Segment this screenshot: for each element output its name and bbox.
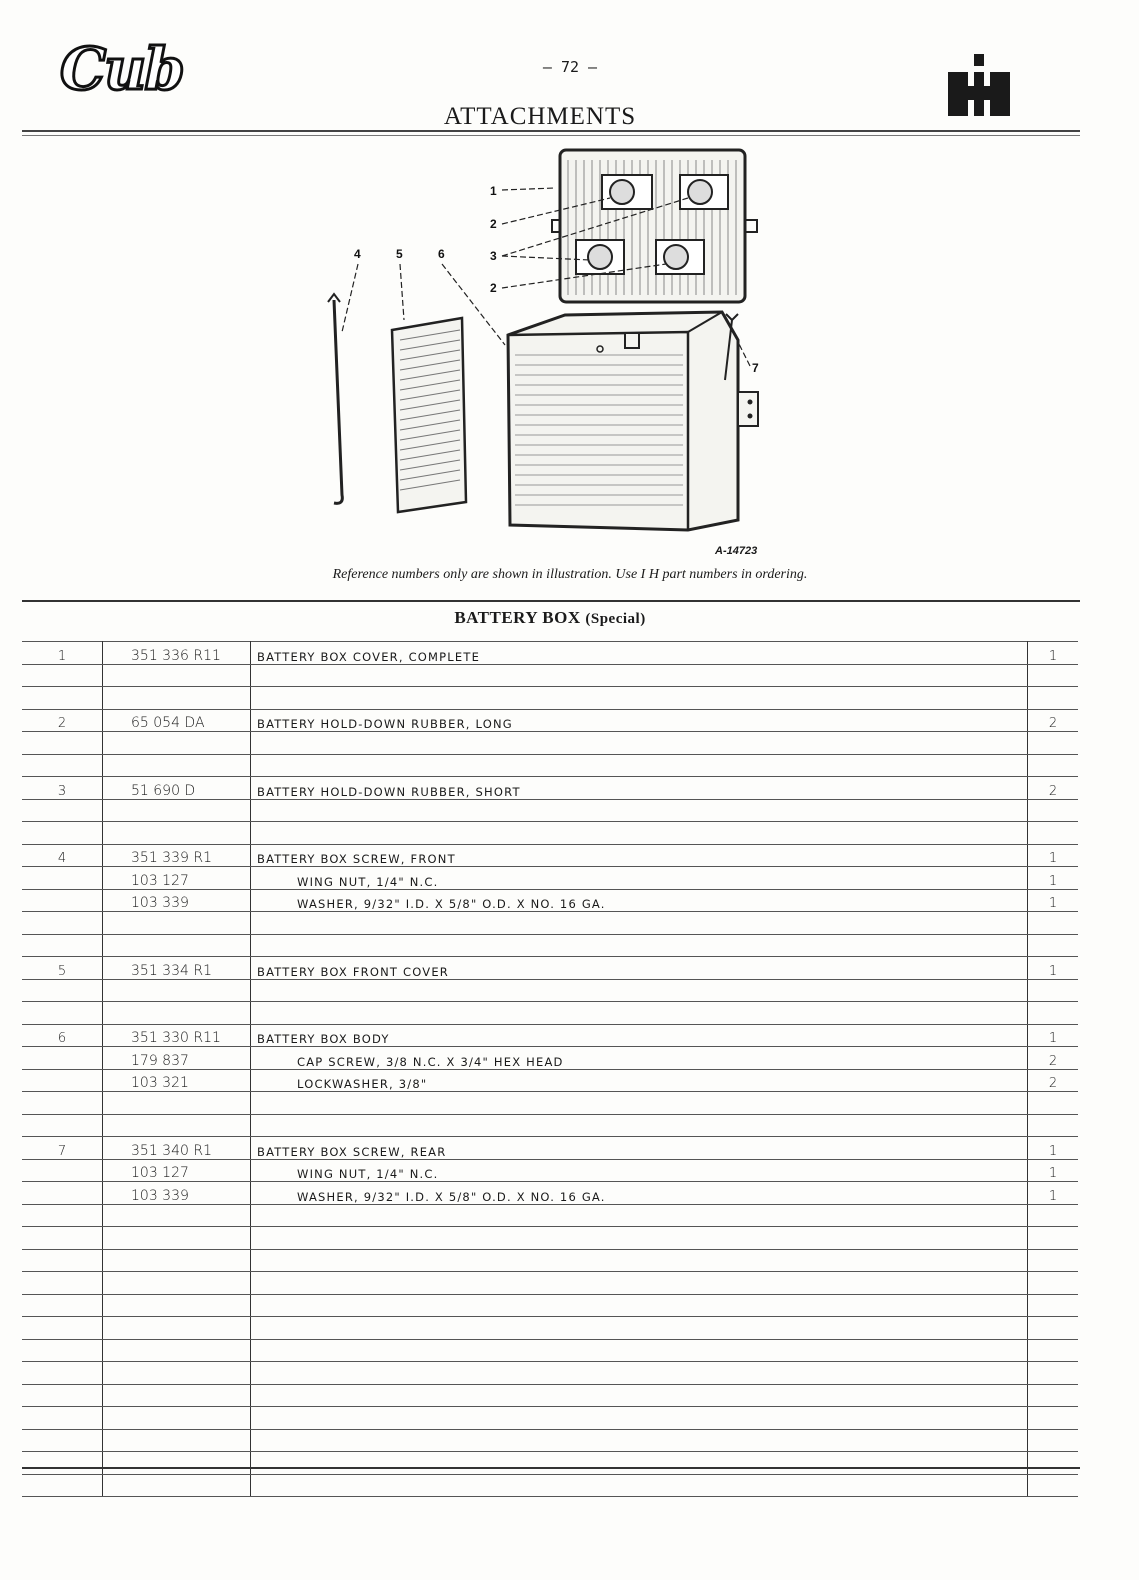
ref-number-cell <box>22 1294 103 1317</box>
quantity-cell: 1 <box>1028 642 1079 665</box>
ref-number-cell <box>22 1429 103 1452</box>
description-cell <box>251 1114 1028 1137</box>
parts-row <box>22 912 1078 935</box>
part-number-cell: 65 054 DA <box>103 709 251 732</box>
part-number-cell <box>103 1474 251 1497</box>
description-cell: BATTERY BOX SCREW, REAR <box>251 1137 1028 1160</box>
part-number-cell: 351 330 R11 <box>103 1024 251 1047</box>
description-cell: BATTERY HOLD-DOWN RUBBER, LONG <box>251 709 1028 732</box>
description-cell <box>251 1474 1028 1497</box>
part-number-cell <box>103 1362 251 1385</box>
parts-row <box>22 957 1078 980</box>
parts-row <box>22 934 1078 957</box>
svg-text:7: 7 <box>752 361 759 375</box>
section-rule <box>22 600 1080 602</box>
parts-row <box>22 1002 1078 1025</box>
part-number-cell <box>103 1429 251 1452</box>
parts-row <box>22 1474 1078 1497</box>
quantity-cell: 1 <box>1028 844 1079 867</box>
svg-text:3: 3 <box>490 249 497 263</box>
ref-number-cell: 3 <box>22 777 103 800</box>
parts-row <box>22 889 1078 912</box>
description-cell: WING NUT, 1/4" N.C. <box>251 867 1028 890</box>
parts-row <box>22 979 1078 1002</box>
parts-row <box>22 754 1078 777</box>
description-cell: WING NUT, 1/4" N.C. <box>251 1159 1028 1182</box>
parts-row <box>22 1407 1078 1430</box>
parts-row <box>22 1362 1078 1385</box>
part-number-cell <box>103 1452 251 1475</box>
ref-number-cell <box>22 1204 103 1227</box>
svg-text:5: 5 <box>396 247 403 261</box>
description-cell <box>251 1204 1028 1227</box>
quantity-cell: 1 <box>1028 1024 1079 1047</box>
part-number-cell: 103 339 <box>103 889 251 912</box>
quantity-cell <box>1028 687 1079 710</box>
ref-number-cell: 7 <box>22 1137 103 1160</box>
description-cell <box>251 664 1028 687</box>
parts-row <box>22 642 1078 665</box>
description-cell <box>251 732 1028 755</box>
ref-number-cell <box>22 664 103 687</box>
description-cell: BATTERY BOX FRONT COVER <box>251 957 1028 980</box>
quantity-cell: 1 <box>1028 957 1079 980</box>
parts-row <box>22 1069 1078 1092</box>
part-number-cell: 103 321 <box>103 1069 251 1092</box>
quantity-cell <box>1028 979 1079 1002</box>
ref-number-cell <box>22 1407 103 1430</box>
description-cell <box>251 1317 1028 1340</box>
ref-number-cell <box>22 1384 103 1407</box>
ref-number-cell <box>22 1092 103 1115</box>
parts-row <box>22 867 1078 890</box>
section-title-main: BATTERY BOX <box>454 608 581 627</box>
section-title <box>300 608 800 628</box>
svg-text:1: 1 <box>490 184 497 198</box>
quantity-cell <box>1028 912 1079 935</box>
quantity-cell: 1 <box>1028 1159 1079 1182</box>
description-cell: BATTERY BOX BODY <box>251 1024 1028 1047</box>
quantity-cell <box>1028 732 1079 755</box>
svg-text:2: 2 <box>490 281 497 295</box>
description-cell: BATTERY BOX SCREW, FRONT <box>251 844 1028 867</box>
parts-row <box>22 1339 1078 1362</box>
part-number-cell <box>103 1339 251 1362</box>
part-number-cell <box>103 1114 251 1137</box>
ref-number-cell <box>22 1474 103 1497</box>
parts-row <box>22 1024 1078 1047</box>
part-number-cell <box>103 1227 251 1250</box>
part-number-cell: 103 339 <box>103 1182 251 1205</box>
description-cell: BATTERY BOX COVER, COMPLETE <box>251 642 1028 665</box>
description-cell <box>251 1002 1028 1025</box>
ref-number-cell <box>22 687 103 710</box>
description-cell <box>251 687 1028 710</box>
svg-text:4: 4 <box>354 247 361 261</box>
part-number-cell <box>103 664 251 687</box>
description-cell <box>251 1249 1028 1272</box>
quantity-cell <box>1028 1474 1079 1497</box>
part-number-cell <box>103 1092 251 1115</box>
ref-number-cell <box>22 1317 103 1340</box>
ref-number-cell <box>22 732 103 755</box>
part-number-cell: 351 340 R1 <box>103 1137 251 1160</box>
quantity-cell: 1 <box>1028 867 1079 890</box>
quantity-cell <box>1028 1114 1079 1137</box>
ref-number-cell <box>22 1002 103 1025</box>
part-number-cell <box>103 1384 251 1407</box>
ref-number-cell <box>22 1362 103 1385</box>
bottom-rule <box>22 1467 1080 1469</box>
parts-row <box>22 709 1078 732</box>
description-cell: BATTERY HOLD-DOWN RUBBER, SHORT <box>251 777 1028 800</box>
part-number-cell <box>103 732 251 755</box>
part-number-cell: 51 690 D <box>103 777 251 800</box>
quantity-cell <box>1028 664 1079 687</box>
part-number-cell: 103 127 <box>103 867 251 890</box>
ref-number-cell <box>22 889 103 912</box>
ref-number-cell: 1 <box>22 642 103 665</box>
parts-row <box>22 1227 1078 1250</box>
quantity-cell: 2 <box>1028 709 1079 732</box>
description-cell <box>251 754 1028 777</box>
parts-row <box>22 1452 1078 1475</box>
description-cell: LOCKWASHER, 3/8" <box>251 1069 1028 1092</box>
quantity-cell <box>1028 1002 1079 1025</box>
description-cell: WASHER, 9/32" I.D. X 5/8" O.D. X NO. 16 GA. <box>251 889 1028 912</box>
quantity-cell: 2 <box>1028 777 1079 800</box>
svg-text:2: 2 <box>490 217 497 231</box>
description-cell <box>251 1272 1028 1295</box>
part-number-cell: 103 127 <box>103 1159 251 1182</box>
quantity-cell: 1 <box>1028 1182 1079 1205</box>
figure-id: A-14723 <box>715 545 758 557</box>
quantity-cell <box>1028 1227 1079 1250</box>
description-cell <box>251 1452 1028 1475</box>
part-number-cell <box>103 934 251 957</box>
page-title: ATTACHMENTS <box>443 103 637 130</box>
quantity-cell <box>1028 1204 1079 1227</box>
parts-list-body <box>22 642 1078 1497</box>
quantity-cell: 1 <box>1028 1137 1079 1160</box>
parts-row <box>22 1384 1078 1407</box>
ref-number-cell <box>22 1069 103 1092</box>
parts-row <box>22 1114 1078 1137</box>
parts-row <box>22 687 1078 710</box>
illustration-caption: Reference numbers only are shown in illustration. Use I H part numbers in ordering. <box>332 567 808 582</box>
quantity-cell <box>1028 799 1079 822</box>
part-number-cell <box>103 1317 251 1340</box>
quantity-cell <box>1028 1407 1079 1430</box>
parts-row <box>22 1429 1078 1452</box>
parts-row <box>22 1204 1078 1227</box>
description-cell <box>251 1339 1028 1362</box>
ref-number-cell <box>22 754 103 777</box>
ref-number-cell <box>22 867 103 890</box>
description-cell <box>251 1429 1028 1452</box>
ref-number-cell <box>22 799 103 822</box>
description-cell: WASHER, 9/32" I.D. X 5/8" O.D. X NO. 16 GA. <box>251 1182 1028 1205</box>
quantity-cell <box>1028 1452 1079 1475</box>
ref-number-cell: 4 <box>22 844 103 867</box>
ref-number-cell <box>22 1182 103 1205</box>
ref-number-cell <box>22 979 103 1002</box>
quantity-cell <box>1028 1272 1079 1295</box>
parts-row <box>22 799 1078 822</box>
battery-box-illustration <box>300 140 800 560</box>
quantity-cell <box>1028 1339 1079 1362</box>
ref-number-cell <box>22 1249 103 1272</box>
parts-row <box>22 1317 1078 1340</box>
description-cell <box>251 799 1028 822</box>
description-cell <box>251 1407 1028 1430</box>
parts-row <box>22 1047 1078 1070</box>
parts-row <box>22 732 1078 755</box>
quantity-cell <box>1028 1429 1079 1452</box>
parts-row <box>22 1249 1078 1272</box>
part-number-cell <box>103 1249 251 1272</box>
part-number-cell <box>103 687 251 710</box>
quantity-cell <box>1028 1384 1079 1407</box>
page-number: — 72 — <box>542 58 598 76</box>
ref-number-cell <box>22 1159 103 1182</box>
part-number-cell <box>103 799 251 822</box>
parts-row <box>22 1294 1078 1317</box>
quantity-cell <box>1028 1317 1079 1340</box>
parts-row <box>22 822 1078 845</box>
part-number-cell <box>103 1002 251 1025</box>
parts-row <box>22 1159 1078 1182</box>
description-cell <box>251 979 1028 1002</box>
part-number-cell <box>103 979 251 1002</box>
ref-number-cell <box>22 1339 103 1362</box>
description-cell <box>251 912 1028 935</box>
cub-logo: Cub <box>60 35 183 103</box>
quantity-cell <box>1028 1249 1079 1272</box>
parts-row <box>22 1272 1078 1295</box>
ref-number-cell <box>22 912 103 935</box>
quantity-cell: 1 <box>1028 889 1079 912</box>
part-number-cell <box>103 1272 251 1295</box>
parts-row <box>22 1137 1078 1160</box>
quantity-cell <box>1028 1092 1079 1115</box>
part-number-cell <box>103 822 251 845</box>
parts-list-table <box>22 641 1078 1497</box>
quantity-cell <box>1028 1294 1079 1317</box>
description-cell: CAP SCREW, 3/8 N.C. X 3/4" HEX HEAD <box>251 1047 1028 1070</box>
quantity-cell <box>1028 822 1079 845</box>
quantity-cell <box>1028 754 1079 777</box>
quantity-cell <box>1028 934 1079 957</box>
section-subtitle: (Special) <box>585 611 646 627</box>
header-rule-thin <box>22 135 1080 136</box>
ref-number-cell: 2 <box>22 709 103 732</box>
ih-logo-icon <box>946 52 1012 118</box>
description-cell <box>251 822 1028 845</box>
ref-number-cell <box>22 1227 103 1250</box>
description-cell <box>251 1227 1028 1250</box>
part-number-cell <box>103 1407 251 1430</box>
part-number-cell <box>103 754 251 777</box>
description-cell <box>251 1384 1028 1407</box>
description-cell <box>251 1294 1028 1317</box>
ref-number-cell <box>22 934 103 957</box>
ref-number-cell <box>22 822 103 845</box>
part-number-cell <box>103 1204 251 1227</box>
description-cell <box>251 1362 1028 1385</box>
quantity-cell <box>1028 1362 1079 1385</box>
parts-row <box>22 1182 1078 1205</box>
description-cell <box>251 1092 1028 1115</box>
quantity-cell: 2 <box>1028 1047 1079 1070</box>
svg-text:6: 6 <box>438 247 445 261</box>
header-rule <box>22 130 1080 132</box>
parts-row <box>22 664 1078 687</box>
ref-number-cell <box>22 1114 103 1137</box>
quantity-cell: 2 <box>1028 1069 1079 1092</box>
ref-number-cell: 6 <box>22 1024 103 1047</box>
part-number-cell <box>103 1294 251 1317</box>
parts-row <box>22 1092 1078 1115</box>
ref-number-cell: 5 <box>22 957 103 980</box>
part-number-cell: 351 336 R11 <box>103 642 251 665</box>
ref-number-cell <box>22 1047 103 1070</box>
part-number-cell: 179 837 <box>103 1047 251 1070</box>
part-number-cell <box>103 912 251 935</box>
ref-number-cell <box>22 1452 103 1475</box>
parts-row <box>22 844 1078 867</box>
parts-row <box>22 777 1078 800</box>
description-cell <box>251 934 1028 957</box>
part-number-cell: 351 339 R1 <box>103 844 251 867</box>
part-number-cell: 351 334 R1 <box>103 957 251 980</box>
ref-number-cell <box>22 1272 103 1295</box>
